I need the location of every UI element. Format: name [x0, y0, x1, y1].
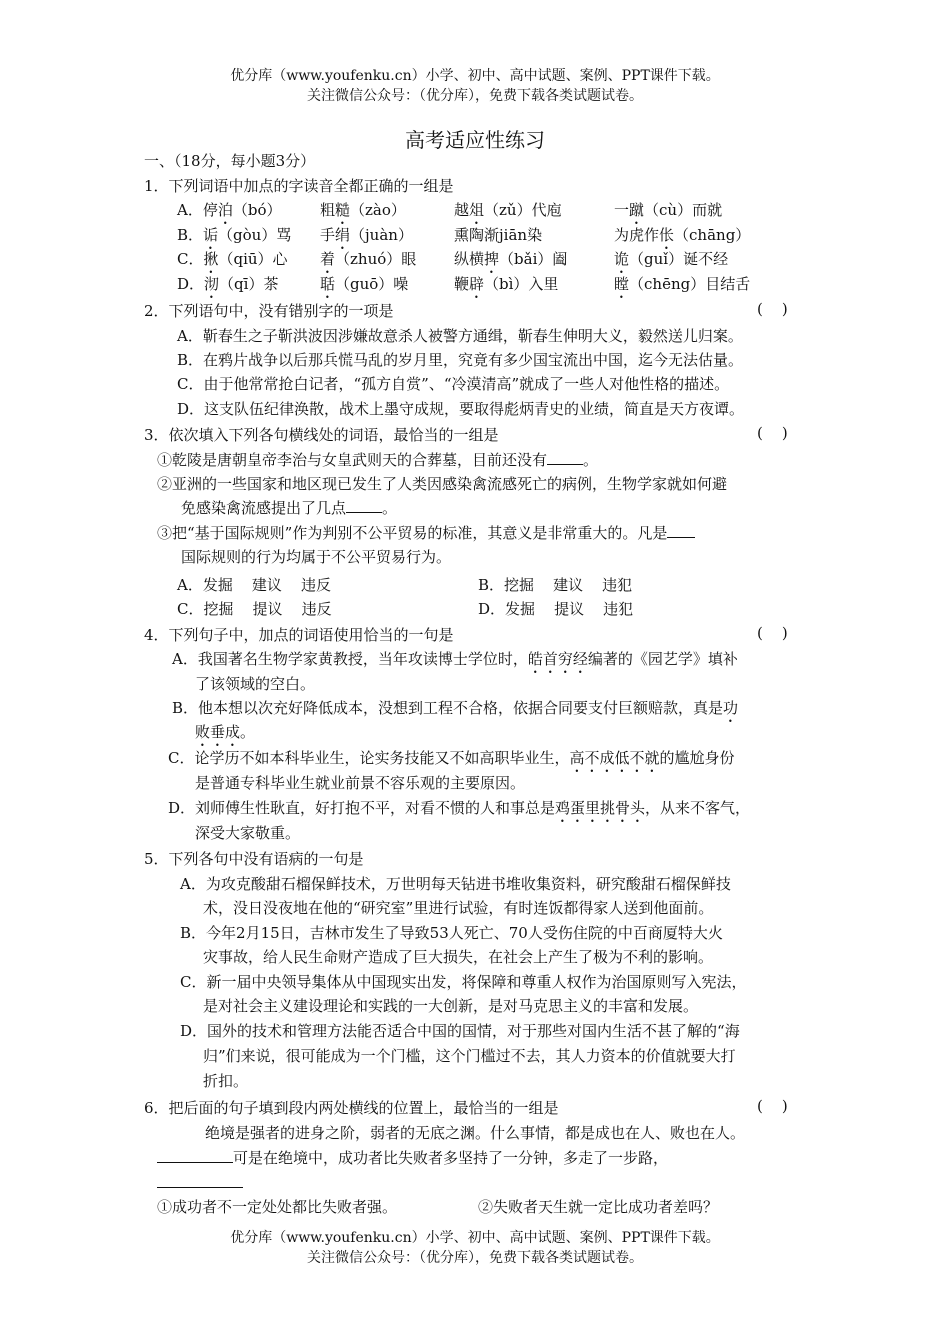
q4-option-a-1: A．我国著名生物学家黄教授，当年攻读博士学位时，皓首穷经编著的《园艺学》填补 [172, 650, 738, 668]
q1-option-b-1: B．诟（gòu）骂 [177, 226, 292, 244]
q1-option-a-3: 越俎（zǔ）代庖 [454, 201, 562, 219]
q5-option-b-2: 灾事故，给人民生命财产造成了巨大损失，在社会上产生了极为不利的影响。 [203, 948, 714, 966]
q1-option-d-4: 瞠（chēng）目结舌 [614, 275, 751, 293]
q3-option-b: B．挖掘 建议 违犯 [478, 576, 633, 594]
q6-sentence-1: ①成功者不一定处处都比失败者强。 [157, 1198, 398, 1216]
q3-answer-paren: ( ) [757, 424, 788, 442]
blank-line [667, 523, 695, 538]
q1-option-a-2: 粗糙（zào） [320, 201, 406, 219]
blank-line [547, 450, 583, 465]
q1-option-b-3: 熏陶渐jiān染 [454, 226, 543, 244]
q4-option-b-2: 败垂成。 [195, 723, 256, 741]
q5-option-d-2: 归”们来说，很可能成为一个门槛，这个门槛过不去，其人力资本的价值就要大打 [203, 1047, 736, 1065]
q2-option-c: C．由于他常常抢白记者，“孤方自赏”、“冷漠清高”就成了一些人对他性格的描述。 [177, 375, 730, 393]
q5-option-b-1: B．今年2月15日，吉林市发生了导致53人死亡、70人受伤住院的中百商厦特大火 [180, 924, 723, 942]
q1-option-d-1: D．沏（qī）茶 [177, 275, 279, 293]
q5-option-d-1: D．国外的技术和管理方法能否适合中国的国情，对于那些对国内生活不甚了解的“海 [180, 1022, 740, 1040]
page-title: 高考适应性练习 [405, 128, 545, 152]
blank-line [157, 1187, 243, 1188]
q5-stem: 5．下列各句中没有语病的一句是 [144, 850, 364, 868]
q4-option-b-1: B．他本想以次充好降低成本，没想到工程不合格，依据合同要支付巨额赔款，真是功 [172, 699, 739, 717]
footer-line-2: 关注微信公众号：（优分库），免费下载各类试题试卷。 [307, 1250, 643, 1266]
q1-option-c-2: 着（zhuó）眼 [320, 250, 417, 268]
q6-stem: 6．把后面的句子填到段内两处横线的位置上，最恰当的一组是 [144, 1099, 559, 1117]
q4-option-d-1: D．刘师傅生性耿直，好打抱不平，对看不惯的人和事总是鸡蛋里挑骨头，从来不客气， [168, 799, 751, 817]
header-line-2: 关注微信公众号：（优分库），免费下载各类试题试卷。 [307, 88, 643, 104]
q5-option-a-1: A．为攻克酸甜石榴保鲜技术，万世明每天钻进书堆收集资料，研究酸甜石榴保鲜技 [180, 875, 731, 893]
q6-paragraph-1: 绝境是强者的进身之阶，弱者的无底之渊。什么事情，都是成也在人、败也在人。 [205, 1124, 746, 1142]
q4-option-d-2: 深受大家敬重。 [195, 824, 301, 842]
q3-sentence-2b: 免感染禽流感提出了几点 。 [181, 499, 398, 517]
q3-sentence-2a: ②亚洲的一些国家和地区现已发生了人类因感染禽流感死亡的病例，生物学家就如何避 [157, 475, 728, 493]
q3-sentence-1: ①乾陵是唐朝皇帝李治与女皇武则天的合葬墓，目前还没有 。 [157, 451, 599, 469]
q3-option-a: A．发掘 建议 违反 [177, 576, 331, 594]
q5-option-c-2: 是对社会主义建设理论和实践的一大创新，是对马克思主义的丰富和发展。 [203, 997, 699, 1015]
q5-option-a-2: 术，没日没夜地在他的“研究室”里进行试验，有时连饭都得家人送到他面前。 [203, 899, 714, 917]
q3-sentence-3a: ③把“基于国际规则”作为判别不公平贸易的标准，其意义是非常重大的。凡是 [157, 522, 695, 544]
q6-answer-paren: ( ) [757, 1097, 788, 1115]
q4-option-c-1: C．论学历不如本科毕业生，论实务技能又不如高职毕业生，高不成低不就的尴尬身份 [168, 749, 735, 767]
q1-option-c-4: 诡（guǐ）诞不经 [614, 250, 729, 268]
q1-option-b-2: 手绢（juàn） [320, 226, 413, 244]
blank-line [157, 1148, 233, 1163]
q6-sentence-2: ②失败者天生就一定比成功者差吗？ [478, 1198, 719, 1216]
q4-answer-paren: ( ) [757, 624, 788, 642]
q1-option-b-4: 为虎作伥（chāng） [614, 226, 751, 244]
q1-option-a-1: A．停泊（bó） [177, 201, 282, 219]
q5-option-d-3: 折扣。 [203, 1072, 249, 1090]
header-line-1: 优分库（www.youfenku.cn）小学、初中、高中试题、案例、PPT课件下载。 [230, 68, 720, 84]
q3-option-d: D．发掘 提议 违犯 [478, 600, 634, 618]
blank-line [346, 498, 382, 513]
q1-option-d-3: 鞭辟（bì）入里 [454, 275, 559, 293]
q2-stem: 2．下列语句中，没有错别字的一项是 [144, 302, 394, 320]
q3-stem: 3．依次填入下列各句横线处的词语，最恰当的一组是 [144, 426, 499, 444]
q3-option-c: C．挖掘 提议 违反 [177, 600, 332, 618]
q4-stem: 4．下列句子中，加点的词语使用恰当的一句是 [144, 626, 454, 644]
q6-paragraph-2: 可是在绝境中，成功者比失败者多坚持了一分钟，多走了一步路， [157, 1147, 668, 1169]
footer-line-1: 优分库（www.youfenku.cn）小学、初中、高中试题、案例、PPT课件下载。 [230, 1230, 720, 1246]
q1-option-d-2: 聒（guō）噪 [320, 275, 409, 293]
q1-option-a-4: 一蹴（cù）而就 [614, 201, 723, 219]
q2-option-a: A．靳春生之子靳洪波因涉嫌故意杀人被警方通缉，靳春生伸明大义，毅然送儿归案。 [177, 327, 743, 345]
q4-option-c-2: 是普通专科毕业生就业前景不容乐观的主要原因。 [195, 774, 526, 792]
q2-option-d: D．这支队伍纪律涣散，战术上墨守成规，要取得彪炳青史的业绩，简直是天方夜谭。 [177, 400, 745, 418]
section-heading: 一、（18分，每小题3分） [144, 152, 316, 170]
q1-stem: 1．下列词语中加点的字读音全都正确的一组是 [144, 177, 454, 195]
q3-sentence-3b: 国际规则的行为均属于不公平贸易行为。 [181, 548, 452, 566]
q4-option-a-2: 了该领域的空白。 [195, 675, 316, 693]
q1-option-c-1: C．揪（qiū）心 [177, 250, 288, 268]
q2-option-b: B．在鸦片战争以后那兵慌马乱的岁月里，究竟有多少国宝流出中国，迄今无法估量。 [177, 351, 744, 369]
q2-answer-paren: ( ) [757, 300, 788, 318]
q1-option-c-3: 纵横捭（bǎi）阖 [454, 250, 568, 268]
q5-option-c-1: C．新一届中央领导集体从中国现实出发，将保障和尊重人权作为治国原则写入宪法， [180, 973, 747, 991]
